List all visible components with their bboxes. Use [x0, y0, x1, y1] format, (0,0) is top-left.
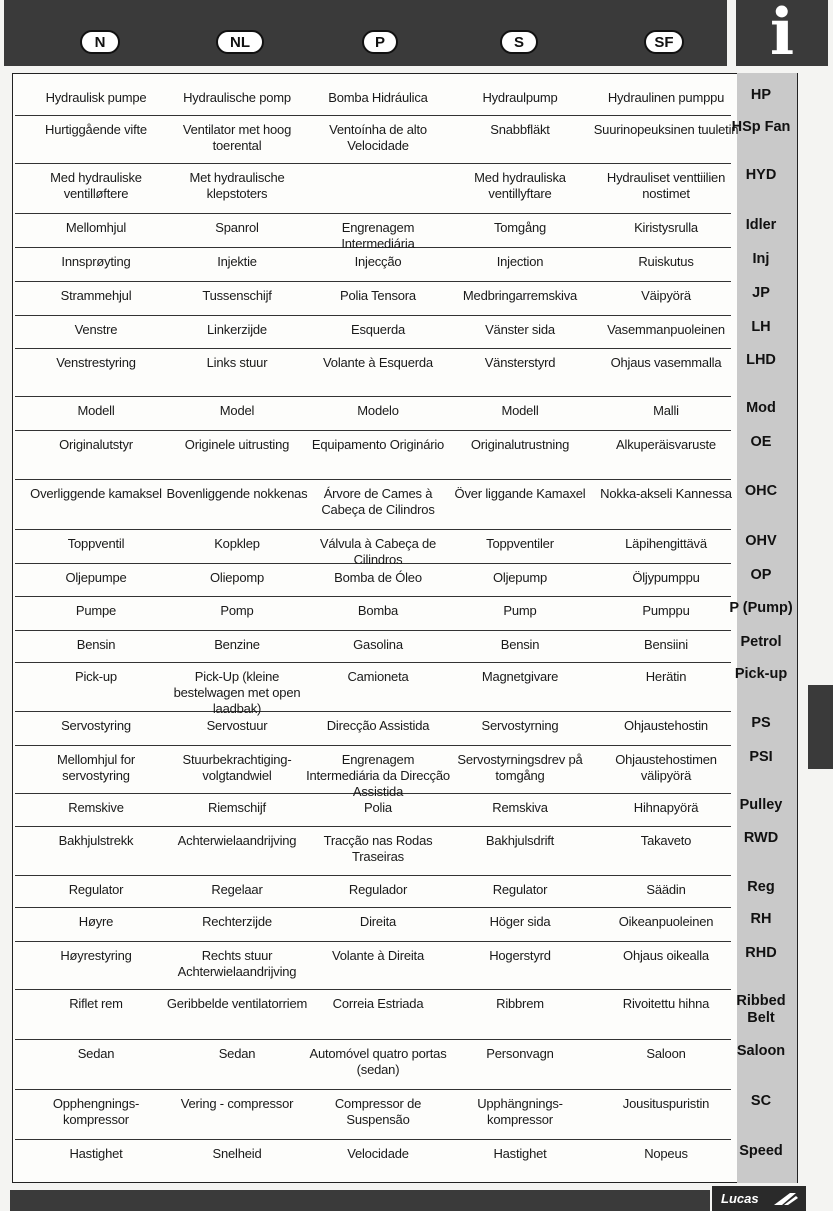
term-cell: Bomba Hidráulica	[328, 90, 428, 105]
term-cell: Saloon	[646, 1046, 686, 1061]
term-cell: Nokka-akseli Kannessa	[600, 486, 732, 501]
term-cell: Overliggende kamaksel	[30, 486, 162, 501]
term-cell: Remskive	[68, 800, 124, 815]
term-cell: Pick-up	[75, 669, 117, 684]
row-divider	[15, 630, 731, 631]
term-cell: Rechterzijde	[202, 914, 272, 929]
term-cell: Bomba de Óleo	[334, 570, 422, 585]
term-cell: Snabbfläkt	[490, 122, 550, 137]
abbreviation-label: JP	[752, 285, 770, 301]
term-cell: Modell	[501, 403, 539, 418]
term-cell: Med hydrauliska ventillyftare	[474, 170, 566, 201]
term-cell: Bomba	[357, 603, 399, 618]
term-cell: Mellomhjul	[65, 220, 127, 235]
term-cell: Magnetgivare	[481, 669, 559, 684]
term-cell: Riemschijf	[208, 800, 266, 815]
term-cell: Ruiskutus	[638, 254, 694, 269]
term-cell: Pumppu	[642, 603, 690, 618]
term-cell: Pomp	[220, 603, 254, 618]
term-cell: Høyre	[78, 914, 114, 929]
term-cell: Ventoínha de alto Velocidade	[329, 122, 427, 153]
term-cell: Vänster sida	[485, 322, 555, 337]
term-cell: Nopeus	[644, 1146, 688, 1161]
term-cell: Injection	[496, 254, 544, 269]
term-cell: Hastighet	[69, 1146, 123, 1161]
term-cell: Mellomhjul for servostyring	[56, 752, 136, 783]
section-tab-marker	[808, 685, 833, 769]
row-divider	[15, 745, 731, 746]
abbreviation-label: OE	[750, 434, 772, 450]
term-cell: Tracção nas Rodas Traseiras	[323, 833, 433, 864]
abbreviation-label: Speed	[739, 1143, 783, 1159]
term-cell: Rivoitettu hihna	[622, 996, 710, 1011]
term-cell: Met hydraulische klepstoters	[189, 170, 285, 201]
term-cell: Pick-Up (kleine bestelwagen met open laadbak)	[173, 669, 301, 716]
row-divider	[15, 281, 731, 282]
term-cell: Ohjaus oikealla	[623, 948, 709, 963]
abbreviation-label: RH	[750, 911, 772, 927]
term-cell: Servostyrningsdrev på tomgång	[457, 752, 583, 783]
term-cell: Kopklep	[214, 536, 260, 551]
term-cell: Volante à Direita	[332, 948, 424, 963]
term-cell: Benzine	[214, 637, 260, 652]
row-divider	[15, 1089, 731, 1090]
row-divider	[15, 396, 731, 397]
brand-mark-icon	[770, 1191, 800, 1206]
abbreviation-label: HSp Fan	[731, 119, 791, 135]
abbreviation-label: SC	[750, 1093, 772, 1109]
row-divider	[15, 662, 731, 663]
term-cell: Toppventil	[67, 536, 125, 551]
row-divider	[15, 479, 731, 480]
term-cell: Bensin	[76, 637, 116, 652]
abbreviation-label: Pick-up	[734, 666, 788, 682]
term-cell: Servostyrning	[481, 718, 559, 733]
term-cell: Hydraulisk pumpe	[45, 90, 147, 105]
abbreviation-label: Mod	[746, 400, 776, 416]
row-divider	[15, 348, 731, 349]
term-cell: Väipyörä	[641, 288, 691, 303]
term-cell: Hihnapyörä	[633, 800, 699, 815]
term-cell: Bakhjulsdrift	[485, 833, 555, 848]
term-cell: Pumpe	[75, 603, 117, 618]
term-cell: Stuurbekrachtiging-volgtandwiel	[182, 752, 292, 783]
abbreviation-label: LH	[751, 319, 771, 335]
term-cell: Oljepump	[492, 570, 548, 585]
term-cell: Malli	[653, 403, 679, 418]
term-cell: Servostuur	[206, 718, 268, 733]
term-cell: Polia	[364, 800, 392, 815]
term-cell: Hydraulische pomp	[183, 90, 291, 105]
lang-badge-nl: NL	[216, 30, 264, 54]
term-cell: Originele uitrusting	[184, 437, 290, 452]
term-cell: Linkerzijde	[207, 322, 267, 337]
term-cell: Strammehjul	[60, 288, 132, 303]
term-cell: Correia Estriada	[332, 996, 424, 1011]
term-cell: Bakhjulstrekk	[58, 833, 134, 848]
term-cell: Herätin	[645, 669, 687, 684]
term-cell: Høyrestyring	[60, 948, 132, 963]
abbreviation-label: RWD	[743, 830, 779, 846]
term-cell: Links stuur	[206, 355, 268, 370]
term-cell: Engrenagem Intermediária da Direcção Assistida	[306, 752, 450, 799]
term-cell: Automóvel quatro portas (sedan)	[309, 1046, 447, 1077]
term-cell: Med hydrauliske ventilløftere	[50, 170, 142, 201]
term-cell: Alkuperäisvaruste	[616, 437, 716, 452]
term-cell: Ribbrem	[496, 996, 544, 1011]
abbreviation-label: RHD	[745, 945, 777, 961]
term-cell: Bensiini	[644, 637, 688, 652]
term-cell: Equipamento Originário	[311, 437, 445, 452]
term-cell: Pump	[503, 603, 537, 618]
lang-badge-p: P	[362, 30, 398, 54]
term-cell: Regulator	[68, 882, 124, 897]
term-cell: Volante à Esquerda	[323, 355, 433, 370]
lang-badge-s: S	[500, 30, 538, 54]
term-cell: Árvore de Cames à Cabeça de Cilindros	[321, 486, 435, 517]
term-cell: Hastighet	[493, 1146, 547, 1161]
term-cell: Camioneta	[347, 669, 409, 684]
term-cell: Hydraulpump	[482, 90, 558, 105]
term-cell: Opphengnings-kompressor	[52, 1096, 140, 1127]
term-cell: Regulador	[348, 882, 408, 897]
lang-badge-n: N	[80, 30, 120, 54]
term-cell: Gasolina	[353, 637, 403, 652]
term-cell: Personvagn	[486, 1046, 554, 1061]
term-cell: Jousituspuristin	[622, 1096, 710, 1111]
abbreviation-label: Idler	[745, 217, 777, 233]
term-cell: Vasemmanpuoleinen	[607, 322, 725, 337]
term-cell: Läpihengittävä	[625, 536, 707, 551]
abbreviation-label: Ribbed Belt	[736, 993, 786, 1026]
lang-badge-sf: SF	[644, 30, 684, 54]
row-divider	[15, 1139, 731, 1140]
term-cell: Ohjaustehostimen välipyörä	[615, 752, 717, 783]
term-cell: Achterwielaandrijving	[177, 833, 297, 848]
term-cell: Polia Tensora	[340, 288, 416, 303]
term-cell: Hogerstyrd	[489, 948, 551, 963]
row-divider	[15, 529, 731, 530]
abbreviation-label: Inj	[752, 251, 770, 267]
term-cell: Esquerda	[350, 322, 406, 337]
term-cell: Compressor de Suspensão	[334, 1096, 422, 1127]
term-cell: Snelheid	[212, 1146, 262, 1161]
row-divider	[15, 1039, 731, 1040]
term-cell: Tomgång	[493, 220, 547, 235]
abbreviation-label: Petrol	[740, 634, 782, 650]
term-cell: Vering - compressor	[180, 1096, 294, 1111]
footer-band	[10, 1190, 710, 1211]
term-cell: Rechts stuur Achterwielaandrijving	[177, 948, 297, 979]
term-cell: Engrenagem Intermediária	[341, 220, 415, 251]
term-cell: Ventilator met hoog toerental	[182, 122, 292, 153]
term-cell: Geribbelde ventilatorriem	[166, 996, 308, 1011]
brand-name: Lucas	[721, 1191, 759, 1206]
row-divider	[15, 826, 731, 827]
abbreviation-label: HYD	[745, 167, 777, 183]
term-cell: Sedan	[77, 1046, 115, 1061]
abbreviation-label: LHD	[746, 352, 776, 368]
row-divider	[15, 875, 731, 876]
term-cell: Servostyring	[61, 718, 131, 733]
term-cell: Spanrol	[215, 220, 259, 235]
term-cell: Hydraulinen pumppu	[607, 90, 725, 105]
term-cell: Modell	[77, 403, 115, 418]
abbreviation-label: PSI	[749, 749, 773, 765]
row-divider	[15, 989, 731, 990]
term-cell: Upphängnings-kompressor	[477, 1096, 563, 1127]
abbreviation-label: HP	[750, 87, 772, 103]
row-divider	[15, 163, 731, 164]
term-cell: Originalutstyr	[59, 437, 133, 452]
abbreviation-label: Pulley	[739, 797, 783, 813]
term-cell: Säädin	[646, 882, 686, 897]
term-cell: Innsprøyting	[61, 254, 131, 269]
term-cell: Bensin	[500, 637, 540, 652]
term-cell: Toppventiler	[486, 536, 554, 551]
term-cell: Oljepumpe	[65, 570, 127, 585]
term-cell: Venstrestyring	[56, 355, 136, 370]
row-divider	[15, 213, 731, 214]
term-cell: Medbringarremskiva	[462, 288, 578, 303]
term-cell: Direcção Assistida	[326, 718, 430, 733]
term-cell: Öljypumppu	[632, 570, 700, 585]
abbreviation-label: Reg	[747, 879, 775, 895]
term-cell: Suurinopeuksinen tuuletin	[593, 122, 739, 137]
term-cell: Regulator	[492, 882, 548, 897]
row-divider	[15, 941, 731, 942]
abbreviation-label: Saloon	[736, 1043, 786, 1059]
row-divider	[15, 315, 731, 316]
row-divider	[15, 430, 731, 431]
term-cell: Ohjaustehostin	[624, 718, 708, 733]
term-cell: Oikeanpuoleinen	[618, 914, 714, 929]
term-cell: Modelo	[357, 403, 399, 418]
term-cell: Bovenliggende nokkenas	[166, 486, 308, 501]
term-cell: Model	[219, 403, 255, 418]
abbreviation-label: OP	[750, 567, 772, 583]
term-cell: Riflet rem	[69, 996, 123, 1011]
term-cell: Direita	[359, 914, 397, 929]
term-cell: Kiristysrulla	[634, 220, 698, 235]
abbreviation-label: OHV	[745, 533, 777, 549]
term-cell: Oliepomp	[209, 570, 265, 585]
term-cell: Takaveto	[640, 833, 692, 848]
term-cell: Velocidade	[347, 1146, 409, 1161]
lucas-logo	[712, 1186, 806, 1211]
term-cell: Válvula à Cabeça de Cilindros	[319, 536, 437, 567]
term-cell: Hydrauliset venttiilien nostimet	[606, 170, 726, 201]
abbreviation-label: P (Pump)	[729, 600, 793, 616]
row-divider	[15, 596, 731, 597]
term-cell: Tussenschijf	[202, 288, 272, 303]
row-divider	[15, 711, 731, 712]
term-cell: Över liggande Kamaxel	[454, 486, 586, 501]
term-cell: Injecção	[354, 254, 402, 269]
term-cell: Höger sida	[489, 914, 551, 929]
term-cell: Ohjaus vasemmalla	[610, 355, 722, 370]
term-cell: Vänsterstyrd	[484, 355, 556, 370]
term-cell: Regelaar	[211, 882, 263, 897]
term-cell: Remskiva	[492, 800, 548, 815]
term-cell: Injektie	[217, 254, 257, 269]
term-cell: Sedan	[218, 1046, 256, 1061]
term-cell: Venstre	[74, 322, 118, 337]
abbreviation-label: OHC	[744, 483, 778, 499]
term-cell: Originalutrustning	[470, 437, 570, 452]
row-divider	[15, 907, 731, 908]
row-divider	[15, 115, 731, 116]
term-cell: Hurtiggående vifte	[45, 122, 147, 137]
info-icon: i	[736, 0, 828, 66]
abbreviation-label: PS	[751, 715, 771, 731]
